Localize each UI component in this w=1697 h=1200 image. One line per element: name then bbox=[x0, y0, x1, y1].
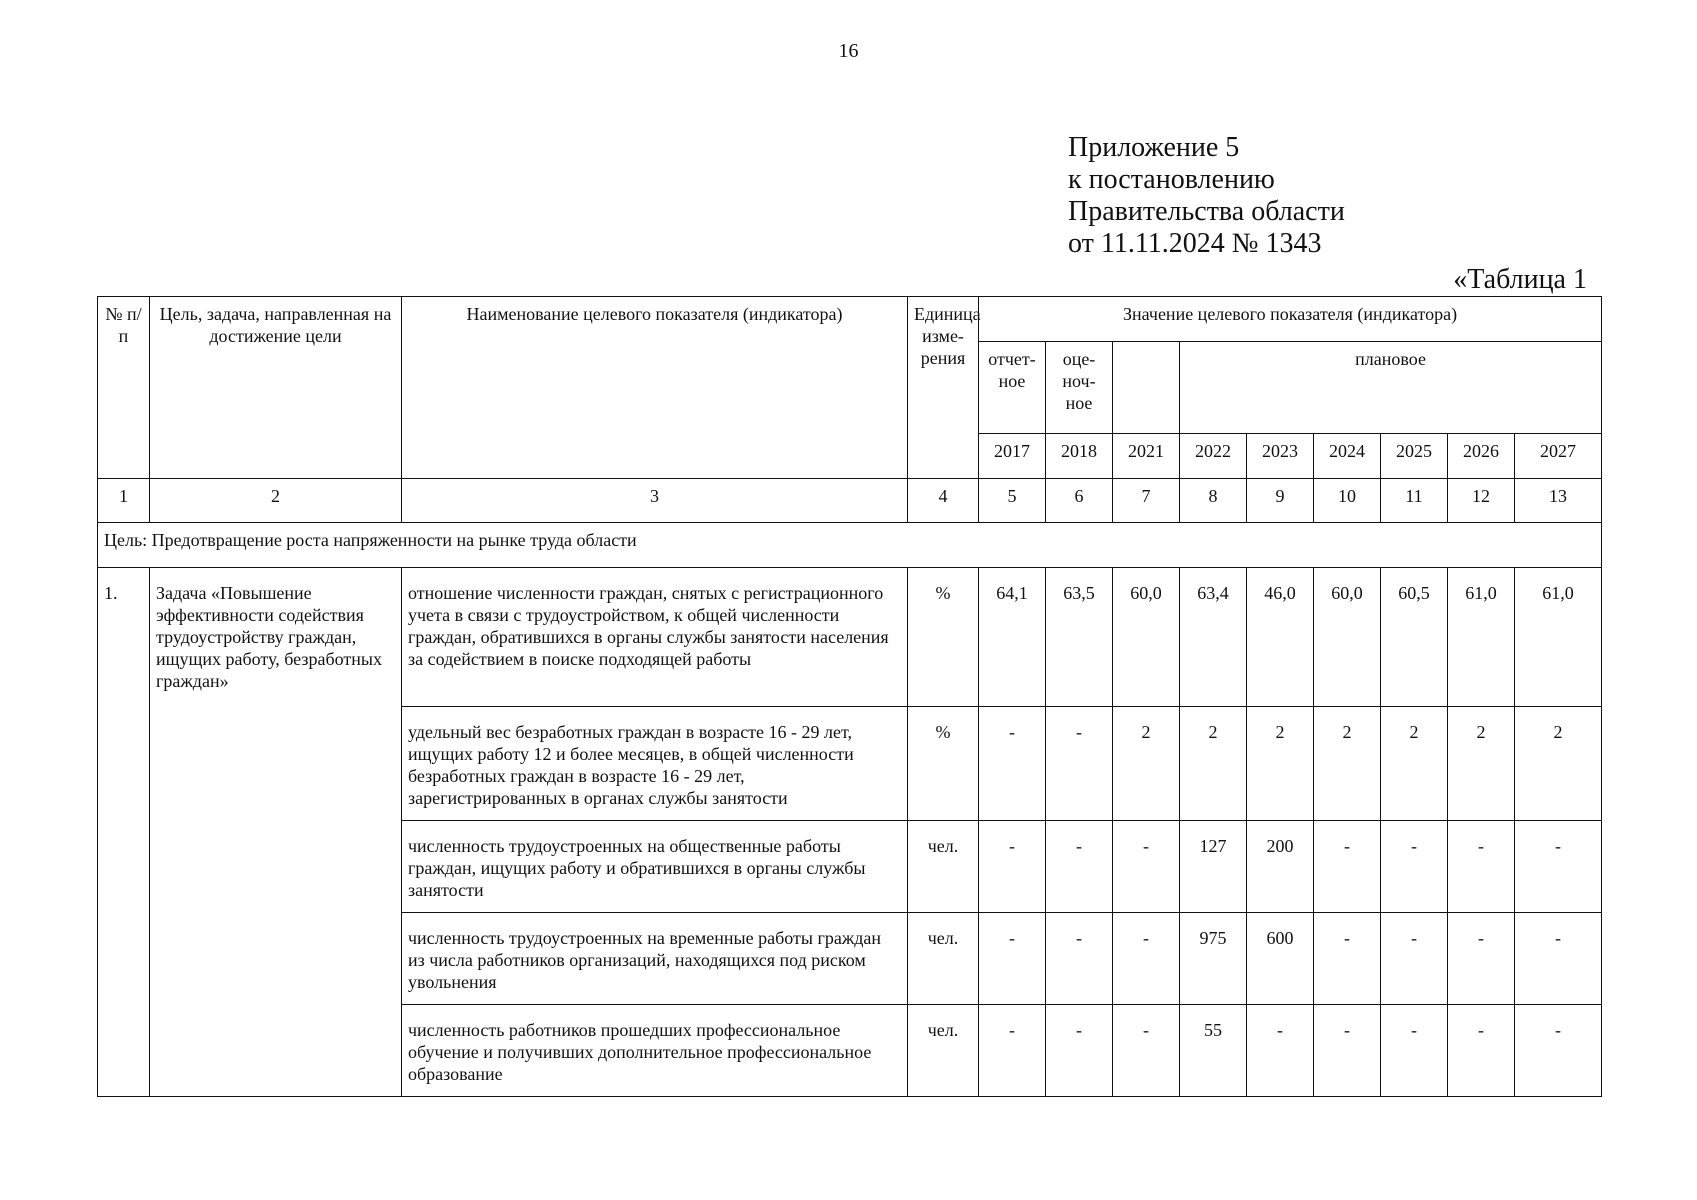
year-cell: 2018 bbox=[1046, 434, 1113, 479]
value-cell: - bbox=[1046, 707, 1113, 821]
header-no: № п/п bbox=[98, 297, 150, 479]
value-cell: - bbox=[979, 707, 1046, 821]
value-cell: - bbox=[1314, 821, 1381, 913]
value-cell: 63,5 bbox=[1046, 568, 1113, 707]
value-cell: 975 bbox=[1180, 913, 1247, 1005]
value-cell: - bbox=[979, 913, 1046, 1005]
value-cell: - bbox=[1381, 1005, 1448, 1097]
value-cell: - bbox=[1515, 821, 1602, 913]
indicator-name: удельный вес безработных граждан в возрасте 16 - 29 лет, ищущих работу 12 и более месяцев, в общей численности безработных граждан в возрасте 16 - 29 лет, зарегистрированных в органах службы занятости bbox=[402, 707, 908, 821]
column-number: 8 bbox=[1180, 479, 1247, 523]
header-value: Значение целевого показателя (индикатора) bbox=[979, 297, 1602, 342]
value-cell: 2 bbox=[1247, 707, 1314, 821]
year-cell: 2017 bbox=[979, 434, 1046, 479]
value-cell: 127 bbox=[1180, 821, 1247, 913]
value-cell: 60,5 bbox=[1381, 568, 1448, 707]
value-cell: 2 bbox=[1515, 707, 1602, 821]
value-cell: - bbox=[1448, 821, 1515, 913]
page-number: 16 bbox=[838, 40, 859, 62]
column-number: 6 bbox=[1046, 479, 1113, 523]
indicator-unit: % bbox=[908, 568, 979, 707]
appendix-line: Правительства области bbox=[1068, 196, 1345, 227]
header-reported: отчет- ное bbox=[979, 342, 1046, 434]
header-goal: Цель, задача, направленная на достижение цели bbox=[150, 297, 402, 479]
value-cell: - bbox=[1046, 1005, 1113, 1097]
column-number: 9 bbox=[1247, 479, 1314, 523]
column-number: 10 bbox=[1314, 479, 1381, 523]
header-unit: Единица изме- рения bbox=[908, 297, 979, 479]
column-number: 1 bbox=[98, 479, 150, 523]
value-cell: - bbox=[1515, 913, 1602, 1005]
task-number: 1. bbox=[98, 568, 150, 1097]
indicator-unit: % bbox=[908, 707, 979, 821]
value-cell: - bbox=[1381, 913, 1448, 1005]
indicator-unit: чел. bbox=[908, 1005, 979, 1097]
column-number: 12 bbox=[1448, 479, 1515, 523]
value-cell: - bbox=[1247, 1005, 1314, 1097]
indicator-name: численность трудоустроенных на общественные работы граждан, ищущих работу и обратившихся в органы службы занятости bbox=[402, 821, 908, 913]
value-cell: 63,4 bbox=[1180, 568, 1247, 707]
value-cell: 60,0 bbox=[1314, 568, 1381, 707]
value-cell: - bbox=[1314, 913, 1381, 1005]
header-planned: плановое bbox=[1180, 342, 1602, 434]
value-cell: 60,0 bbox=[1113, 568, 1180, 707]
value-cell: 2 bbox=[1180, 707, 1247, 821]
year-cell: 2027 bbox=[1515, 434, 1602, 479]
indicators-table bbox=[97, 296, 1602, 1097]
indicator-name: численность работников прошедших профессиональное обучение и получивших дополнительное профессиональное образование bbox=[402, 1005, 908, 1097]
value-cell: - bbox=[1046, 913, 1113, 1005]
column-number: 13 bbox=[1515, 479, 1602, 523]
value-cell: - bbox=[979, 1005, 1046, 1097]
indicator-unit: чел. bbox=[908, 913, 979, 1005]
table-label: «Таблица 1 bbox=[1453, 264, 1587, 295]
value-cell: 2 bbox=[1448, 707, 1515, 821]
column-number: 11 bbox=[1381, 479, 1448, 523]
value-cell: 64,1 bbox=[979, 568, 1046, 707]
column-number: 3 bbox=[402, 479, 908, 523]
header-estimated: оце- ноч- ное bbox=[1046, 342, 1113, 434]
value-cell: 2 bbox=[1381, 707, 1448, 821]
value-cell: - bbox=[1448, 1005, 1515, 1097]
indicator-name: отношение численности граждан, снятых с регистрационного учета в связи с трудоустройством, к общей численности граждан, обратившихся в органы службы занятости населения за содействием в поиске подходящей работы bbox=[402, 568, 908, 707]
value-cell: - bbox=[1448, 913, 1515, 1005]
value-cell: 200 bbox=[1247, 821, 1314, 913]
value-cell: 2 bbox=[1113, 707, 1180, 821]
indicator-unit: чел. bbox=[908, 821, 979, 913]
indicator-name: численность трудоустроенных на временные работы граждан из числа работников организаций, находящихся под риском увольнения bbox=[402, 913, 908, 1005]
year-cell: 2021 bbox=[1113, 434, 1180, 479]
year-cell: 2022 bbox=[1180, 434, 1247, 479]
year-cell: 2024 bbox=[1314, 434, 1381, 479]
value-cell: 61,0 bbox=[1448, 568, 1515, 707]
value-cell: - bbox=[1381, 821, 1448, 913]
appendix-block bbox=[1068, 132, 1345, 260]
task-text: Задача «Повышение эффективности содействия трудоустройству граждан, ищущих работу, безработных граждан» bbox=[150, 568, 402, 1097]
value-cell: - bbox=[1515, 1005, 1602, 1097]
table-row bbox=[98, 568, 1602, 707]
value-cell: - bbox=[1113, 913, 1180, 1005]
appendix-line: от 11.11.2024 № 1343 bbox=[1068, 228, 1322, 259]
year-cell: 2026 bbox=[1448, 434, 1515, 479]
column-number: 7 bbox=[1113, 479, 1180, 523]
column-number: 2 bbox=[150, 479, 402, 523]
column-number: 4 bbox=[908, 479, 979, 523]
value-cell: 55 bbox=[1180, 1005, 1247, 1097]
value-cell: - bbox=[1113, 821, 1180, 913]
header-indicator-name: Наименование целевого показателя (индикатора) bbox=[402, 297, 908, 479]
value-cell: - bbox=[979, 821, 1046, 913]
appendix-line: Приложение 5 bbox=[1068, 132, 1240, 163]
value-cell: 600 bbox=[1247, 913, 1314, 1005]
value-cell: - bbox=[1046, 821, 1113, 913]
value-cell: - bbox=[1314, 1005, 1381, 1097]
column-number: 5 bbox=[979, 479, 1046, 523]
value-cell: 61,0 bbox=[1515, 568, 1602, 707]
header-empty bbox=[1113, 342, 1180, 434]
value-cell: 2 bbox=[1314, 707, 1381, 821]
year-cell: 2025 bbox=[1381, 434, 1448, 479]
value-cell: 46,0 bbox=[1247, 568, 1314, 707]
goal-row: Цель: Предотвращение роста напряженности на рынке труда области bbox=[98, 523, 1602, 568]
value-cell: - bbox=[1113, 1005, 1180, 1097]
appendix-line: к постановлению bbox=[1068, 164, 1275, 195]
year-cell: 2023 bbox=[1247, 434, 1314, 479]
